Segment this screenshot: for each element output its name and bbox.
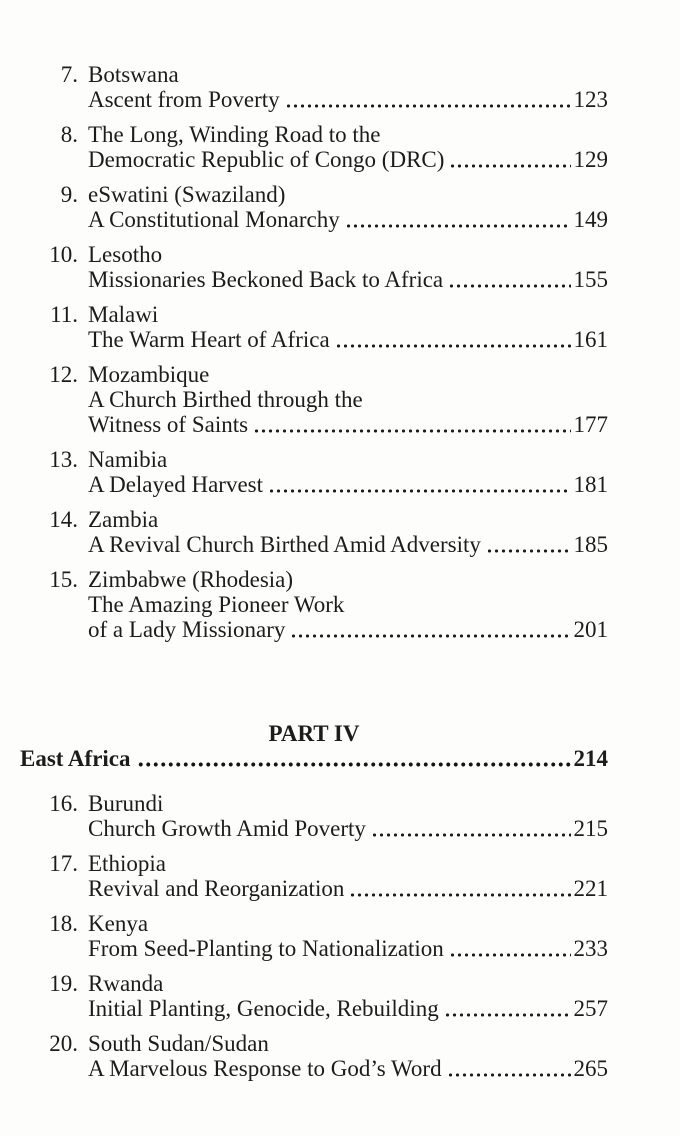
entry-subtitle: A Delayed Harvest [88,472,263,497]
entry-title: South Sudan/Sudan [88,1031,269,1056]
entry-subtitle-line: A Church Birthed through the [88,387,363,412]
entry-subtitle: Revival and Reorganization [88,876,345,901]
entry-last-line [88,87,608,112]
entry-lines [88,242,608,292]
entry-number: 7. [60,62,78,87]
entry-subtitle: Democratic Republic of Congo (DRC) [88,147,445,172]
entry-subtitle: of a Lady Missionary [88,617,286,642]
entry-number: 16. [49,791,78,816]
toc-entry[interactable] [20,911,608,961]
entry-subtitle: A Constitutional Monarchy [88,207,340,232]
entry-last-line [88,267,608,292]
entry-title: Malawi [88,302,159,327]
dot-leader [371,816,571,841]
entry-subtitle: Ascent from Poverty [88,87,280,112]
entry-title: Namibia [88,447,168,472]
dot-leader [285,87,571,112]
part-section-page-number: 214 [573,746,608,771]
entry-subtitle: Initial Planting, Genocide, Rebuilding [88,996,439,1021]
toc-entry[interactable] [20,62,608,112]
part-section-title: East Africa [20,746,131,771]
entry-number: 17. [49,851,78,876]
entry-subtitle: From Seed-Planting to Nationalization [88,936,444,961]
entry-title: The Long, Winding Road to the [88,122,381,147]
entry-page-number: 265 [573,1056,608,1081]
entry-number: 14. [49,507,78,532]
dot-leader [137,746,571,771]
part-divider [20,721,608,771]
dot-leader [253,412,570,437]
entry-page-number: 149 [573,207,608,232]
dot-leader [335,327,571,352]
toc-entry[interactable] [20,362,608,437]
entry-number: 20. [49,1031,78,1056]
entry-subtitle: Missionaries Beckoned Back to Africa [88,267,444,292]
entry-title: Kenya [88,911,149,936]
toc-entry[interactable] [20,302,608,352]
entry-page-number: 129 [573,147,608,172]
entry-title: Ethiopia [88,851,166,876]
entry-last-line [88,327,608,352]
dot-leader [486,532,571,557]
toc-entry[interactable] [20,971,608,1021]
toc-entry[interactable] [20,791,608,841]
entry-last-line [88,147,608,172]
entry-lines [88,507,608,557]
entry-page-number: 185 [573,532,608,557]
dot-leader [345,207,571,232]
entry-last-line [88,996,608,1021]
entry-page-number: 257 [573,996,608,1021]
entry-last-line [88,936,608,961]
entry-title: Zambia [88,507,159,532]
entry-title: Zimbabwe (Rhodesia) [88,567,294,592]
entry-number: 9. [60,182,78,207]
entry-lines [88,362,608,437]
entry-page-number: 177 [573,412,608,437]
part-heading: PART IV [268,721,360,746]
entry-lines [88,567,608,642]
part-section-row[interactable] [20,746,608,771]
entry-last-line [88,617,608,642]
entry-page-number: 123 [573,87,608,112]
entry-lines [88,182,608,232]
entry-lines [88,1031,608,1081]
toc-entry[interactable] [20,122,608,172]
toc-entry[interactable] [20,182,608,232]
entry-page-number: 215 [573,816,608,841]
entry-title: Burundi [88,791,164,816]
entry-lines [88,911,608,961]
entry-number: 19. [49,971,78,996]
entry-last-line [88,207,608,232]
toc-entry[interactable] [20,851,608,901]
entry-title: Mozambique [88,362,210,387]
entry-title: Botswana [88,62,179,87]
entry-number: 18. [49,911,78,936]
toc-entry[interactable] [20,567,608,642]
entry-lines [88,971,608,1021]
entry-lines [88,851,608,901]
entry-title: eSwatini (Swaziland) [88,182,286,207]
entry-last-line [88,412,608,437]
entry-subtitle: A Marvelous Response to God’s Word [88,1056,442,1081]
toc-entry[interactable] [20,1031,608,1081]
entry-page-number: 161 [573,327,608,352]
dot-leader [268,472,571,497]
entry-number: 10. [49,242,78,267]
dot-leader [449,147,570,172]
entry-lines [88,122,608,172]
toc-entry[interactable] [20,447,608,497]
entry-subtitle-line: The Amazing Pioneer Work [88,592,345,617]
entry-subtitle: The Warm Heart of Africa [88,327,330,352]
entry-lines [88,302,608,352]
dot-leader [349,876,570,901]
entry-subtitle: Witness of Saints [88,412,249,437]
entry-lines [88,62,608,112]
entry-number: 15. [49,567,78,592]
entry-title: Lesotho [88,242,163,267]
entry-last-line [88,816,608,841]
dot-leader [448,267,570,292]
entry-number: 12. [49,362,78,387]
entry-number: 8. [60,122,78,147]
dot-leader [444,996,571,1021]
entry-title: Rwanda [88,971,164,996]
entry-last-line [88,472,608,497]
entry-number: 13. [49,447,78,472]
entry-page-number: 155 [573,267,608,292]
entry-lines [88,791,608,841]
entry-lines [88,447,608,497]
entry-last-line [88,1056,608,1081]
entry-last-line [88,532,608,557]
dot-leader [290,617,570,642]
entry-page-number: 233 [573,936,608,961]
dot-leader [449,936,571,961]
entry-page-number: 221 [573,876,608,901]
toc-entry[interactable] [20,242,608,292]
toc-entry[interactable] [20,507,608,557]
entry-subtitle: A Revival Church Birthed Amid Adversity [88,532,481,557]
entry-number: 11. [50,302,78,327]
dot-leader [447,1056,571,1081]
entry-subtitle: Church Growth Amid Poverty [88,816,366,841]
entry-page-number: 181 [573,472,608,497]
entry-page-number: 201 [573,617,608,642]
entry-last-line [88,876,608,901]
